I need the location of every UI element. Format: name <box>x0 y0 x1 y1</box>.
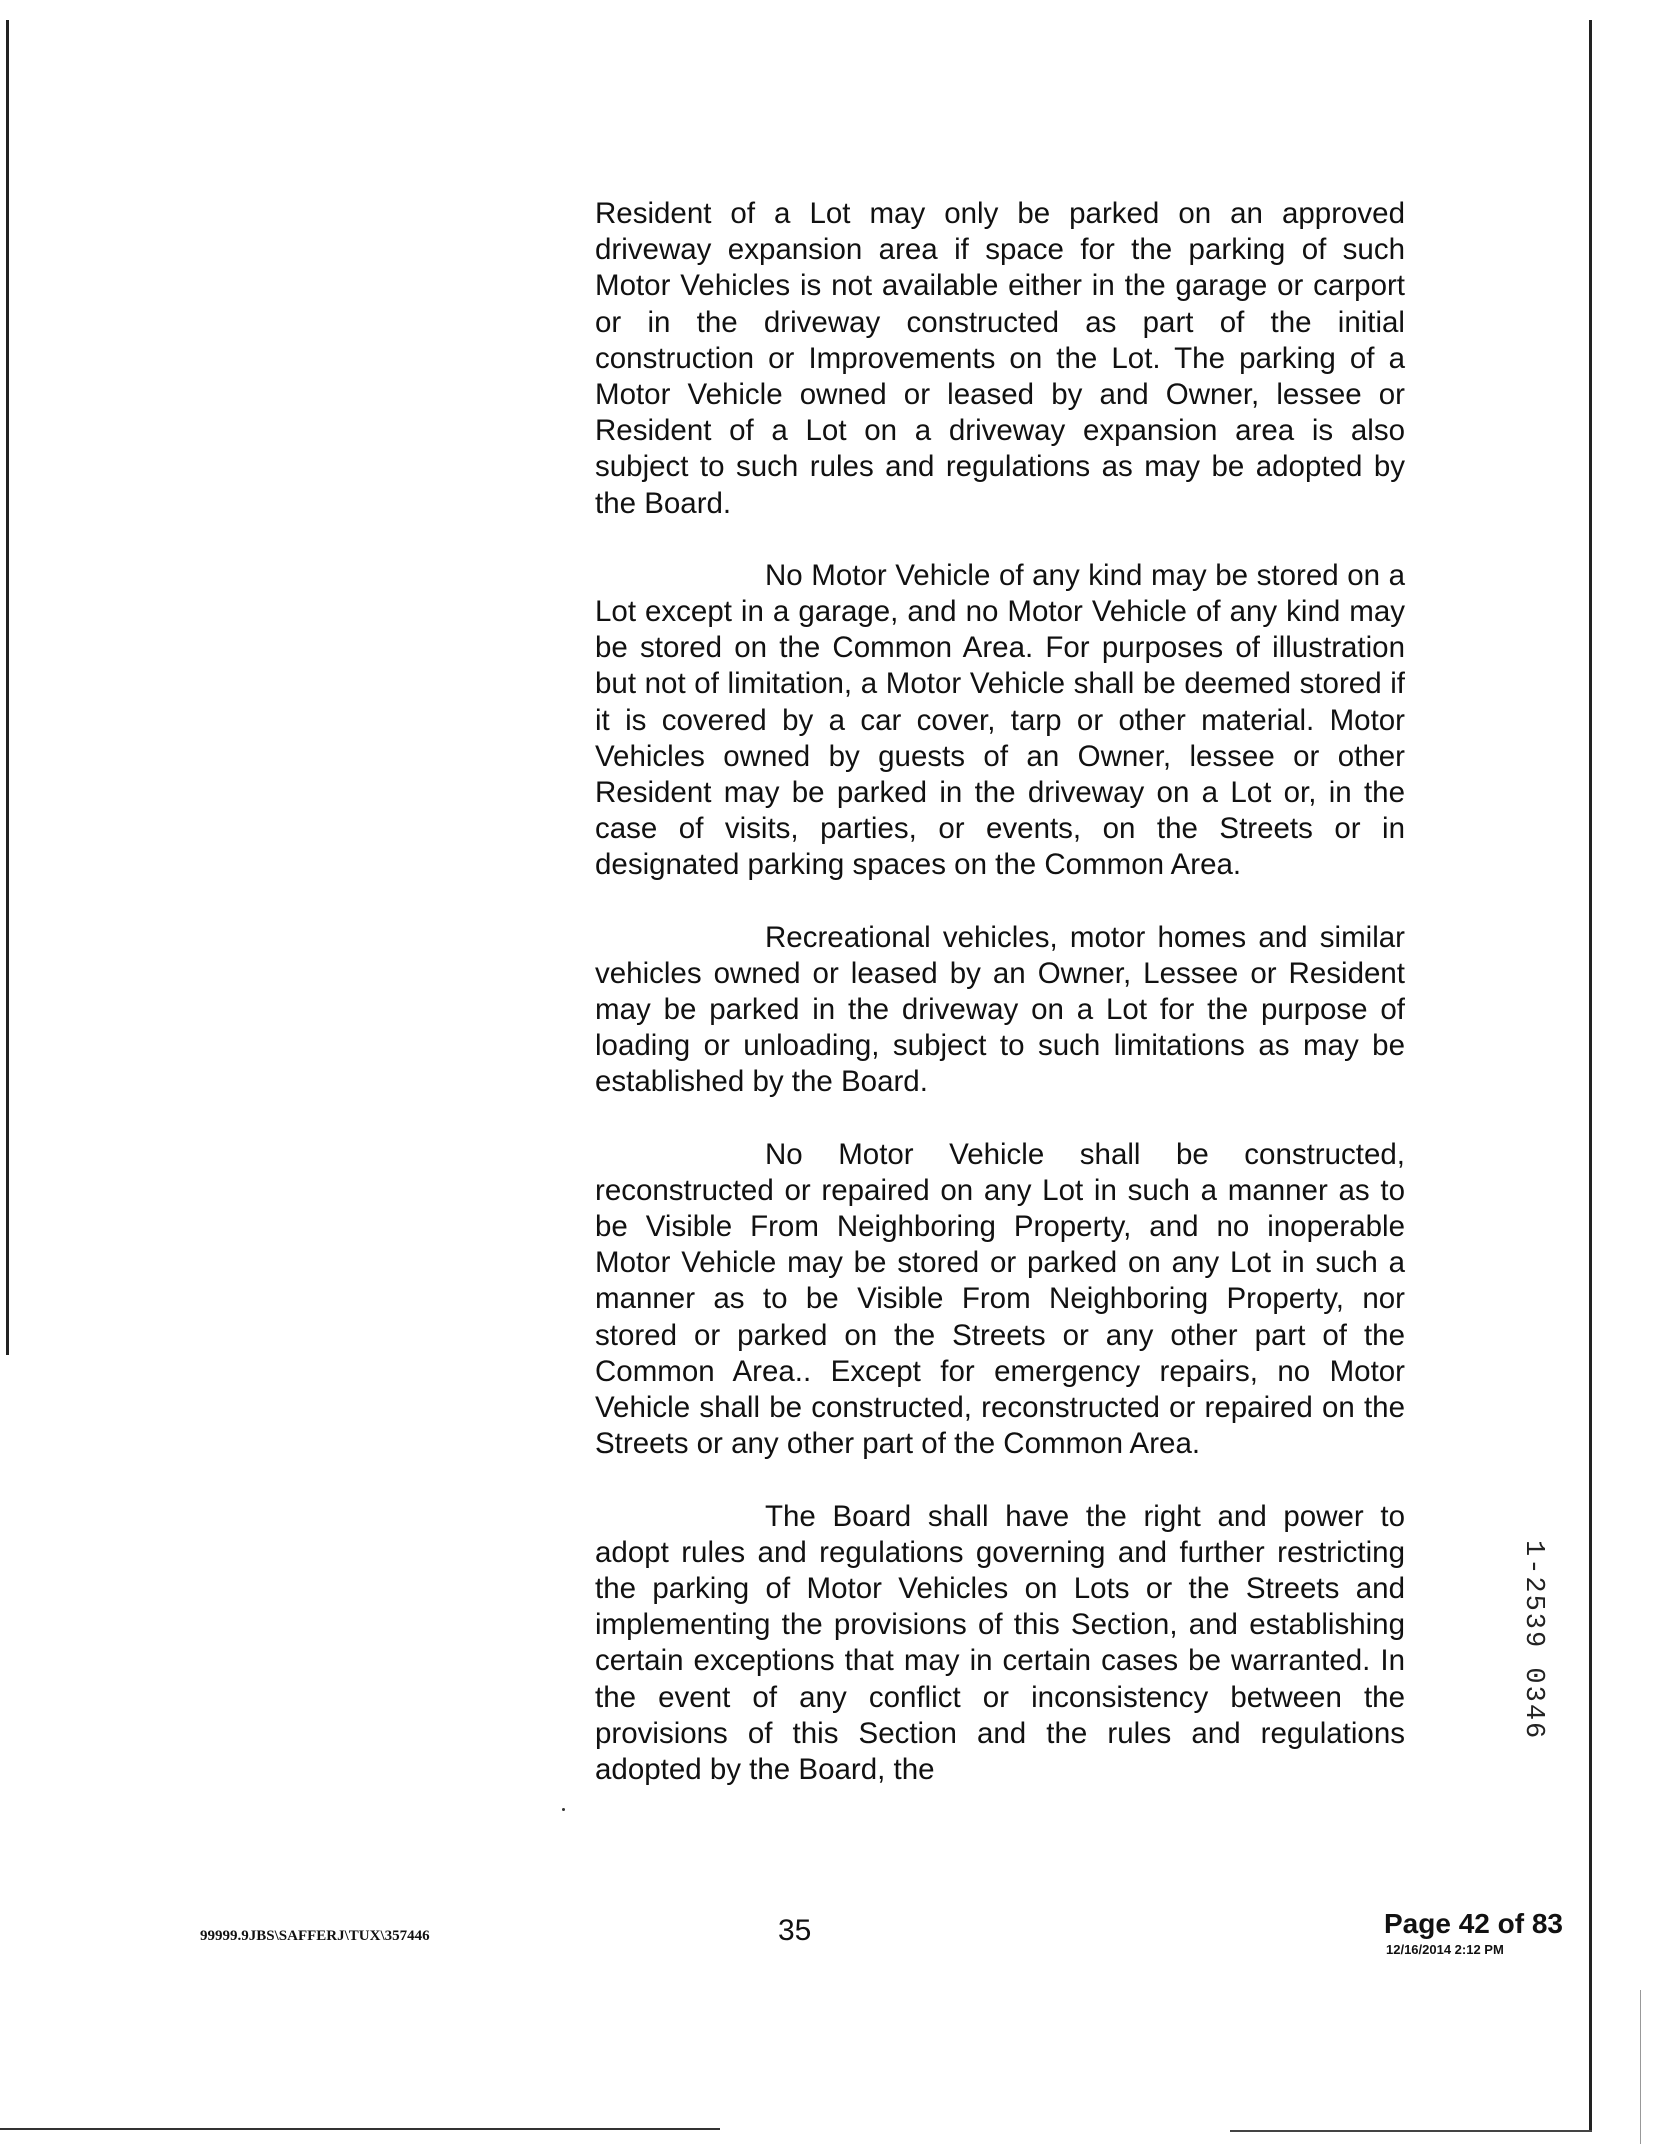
paragraph-5: The Board shall have the right and power to adopt rules and regulations governing and further restricting the parking of Motor Vehicles on Lots or the Streets and implementing the provisions of this Section, and establishing certain exceptions that may in certain cases be warranted. In the event of any conflict or inconsistency between the provisions of this Section and the rules and regulations adopted by the Board, the <box>595 1499 1405 1786</box>
footer-timestamp: 12/16/2014 2:12 PM <box>1386 1942 1504 1957</box>
scan-edge-bottom-right <box>1230 2130 1592 2132</box>
scan-edge-left <box>6 20 9 1355</box>
margin-stamp-text: 1-2539 0346 <box>1518 1540 1548 1741</box>
paragraph-3: Recreational vehicles, motor homes and similar vehicles owned or leased by an Owner, Lessee or Resident may be parked in the driveway on a Lot for the purpose of loading or unloading, subject to such limitations as may be established by the Board. <box>595 920 1405 1099</box>
scan-edge-bottom-left <box>0 2128 720 2130</box>
footer-page-of: Page 42 of 83 <box>1384 1908 1563 1939</box>
footer-document-path: 99999.9JBS\SAFFERJ\TUX\357446 <box>200 1928 430 1944</box>
scan-edge-right <box>1589 20 1592 2132</box>
scan-edge-faint <box>1640 1990 1641 2144</box>
footer-page-number: 35 <box>778 1914 812 1947</box>
paragraph-4: No Motor Vehicle shall be constructed, reconstructed or repaired on any Lot in such a manner as to be Visible From Neighboring Property, and no inoperable Motor Vehicle may be stored or parked on any Lot in such a manner as to be Visible From Neighboring Property, nor stored or parked on the Streets or any other part of the Common Area.. Except for emergency repairs, no Motor Vehicle shall be constructed, reconstructed or repaired on the Streets or any other part of the Common Area. <box>595 1137 1405 1461</box>
body-text <box>595 196 1405 1824</box>
paragraph-1: Resident of a Lot may only be parked on an approved driveway expansion area if space for the parking of such Motor Vehicles is not available either in the garage or carport or in the driveway constructed as part of the initial construction or Improvements on the Lot. The parking of a Motor Vehicle owned or leased by and Owner, lessee or Resident of a Lot on a driveway expansion area is also subject to such rules and regulations as may be adopted by the Board. <box>595 197 1405 520</box>
margin-stamp <box>1520 1540 1560 1790</box>
scan-speck <box>562 1808 565 1811</box>
paragraph-2: No Motor Vehicle of any kind may be stored on a Lot except in a garage, and no Motor Vehicle of any kind may be stored on the Common Area. For purposes of illustration but not of limitation, a Motor Vehicle shall be deemed stored if it is covered by a car cover, tarp or other material. Motor Vehicles owned by guests of an Owner, lessee or other Resident may be parked in the driveway on a Lot or, in the case of visits, parties, or events, on the Streets or in designated parking spaces on the Common Area. <box>595 558 1405 882</box>
